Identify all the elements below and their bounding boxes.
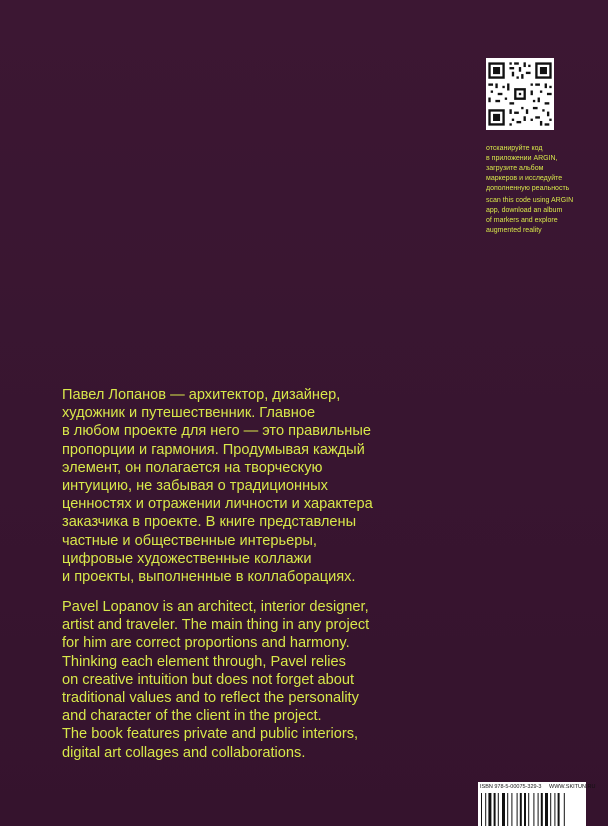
description-en-line: The book features private and public interiors, [62,726,359,743]
barcode-stripe [528,793,529,826]
qr-code-graphic [486,58,554,130]
description-ru-line: заказчика в проекте. В книге представлены [62,514,357,531]
ar-instructions-en-line: augmented reality [486,227,542,234]
qr-code-icon [486,58,554,130]
description-en-line: for him are correct proportions and harmony. [62,635,350,652]
ar-instructions-ru-line: в приложении ARGIN, [486,155,558,162]
description-ru-line: ценностях и отражении личности и характера [62,496,373,513]
barcode-stripe [485,793,486,826]
barcode-stripe [533,793,534,826]
description-ru-line: в любом проекте для него — это правильные [62,423,371,440]
description-ru-line: интуицию, не забывая о традиционных [62,478,328,495]
description-ru [62,386,373,586]
description-en-line: artist and traveler. The main thing in any project [62,617,370,634]
barcode-stripe [545,793,548,826]
barcode-stripe [564,793,565,826]
description-en [62,598,370,762]
barcode-stripe [558,793,560,826]
description-ru-line: пропорции и гармония. Продумывая каждый [62,441,365,458]
barcode-stripe [498,793,499,826]
barcode-stripe [520,793,522,826]
barcode-graphic [480,793,584,826]
description-ru-line: Павел Лопанов — архитектор, дизайнер, [62,387,341,403]
barcode-stripe [507,793,508,826]
isbn-number: ISBN 978-5-00075-329-3 [480,784,542,790]
publisher-url: WWW.SKITUN.RU [549,784,596,790]
barcode-stripe [488,793,491,826]
barcode-stripe [541,793,543,826]
barcode-stripe [550,793,551,826]
description-en-line: traditional values and to reflect the personality [62,690,359,707]
description-en-line: Pavel Lopanov is an architect, interior designer, [62,599,369,615]
ar-instructions-en-line: scan this code using ARGIN [486,197,574,204]
barcode-stripe [524,793,526,826]
ar-instructions-ru-line: дополненную реальность [486,185,570,192]
barcode-stripe [554,793,555,826]
description-en-line: Thinking each element through, Pavel relies [62,653,346,670]
barcode-stripe [517,793,518,826]
barcode-stripe [502,793,505,826]
description-ru-line: элемент, он полагается на творческую [62,459,323,476]
barcode-stripe [481,793,482,826]
description-ru-line: художник и путешественник. Главное [62,405,316,422]
ar-instructions-en-line: app, download an album [486,207,563,214]
description-ru-line: частные и общественные интерьеры, [62,532,317,549]
ar-instructions-ru-line: маркеров и исследуйте [486,175,563,182]
description-en-line: digital art collages and collaborations. [62,744,306,761]
ar-instructions-en [486,196,596,236]
description-en-line: and character of the client in the project. [62,708,322,725]
barcode-icon [480,793,584,826]
ar-instructions-en-line: of markers and explore [486,217,558,224]
barcode-stripe [538,793,539,826]
description-en-line: on creative intuition but does not forget about [62,671,355,688]
barcode-stripe [511,793,512,826]
ar-instructions-ru-line: загрузите альбом [486,165,544,172]
ar-instructions-ru [486,144,596,194]
barcode-stripe [494,793,496,826]
description-ru-line: цифровые художественные коллажи [62,550,312,567]
description-ru-line: и проекты, выполненные в коллаборациях. [62,569,356,586]
ar-instructions-ru-line: отсканируйте код [486,145,543,152]
